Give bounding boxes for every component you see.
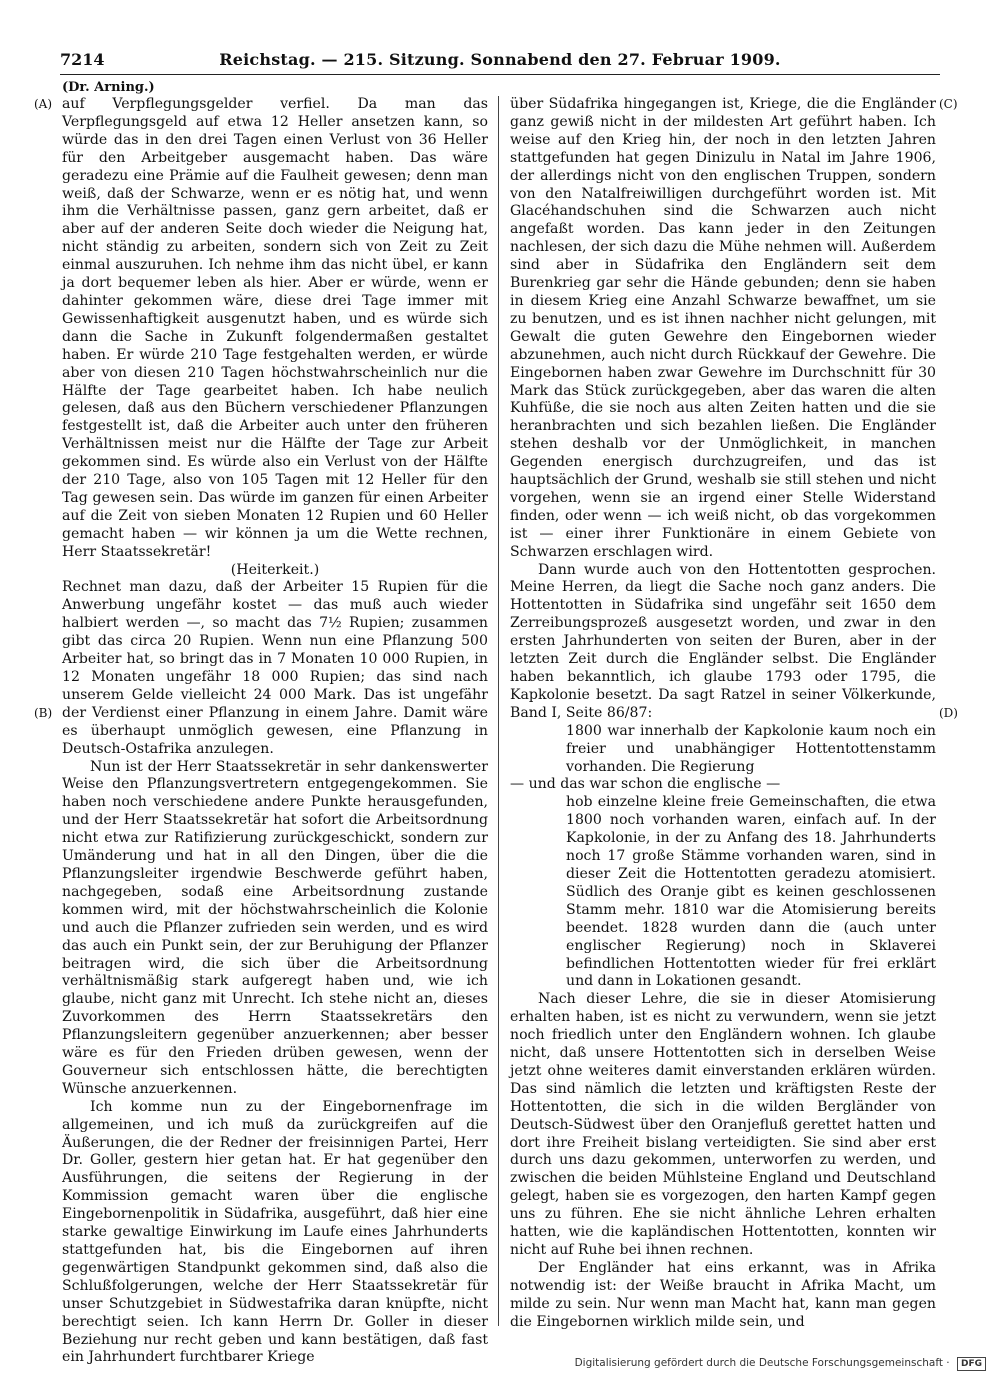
paragraph: Dann wurde auch von den Hottentotten gesprochen. Meine Herren, da liegt die Sache noch ganz anders. Die Hottentotten in Südafrika sind ungefähr seit 1650 dem Zerreibungsprozeß ausgesetzt worden, und zwar in den ersten Jahrhunderten von seiten der Buren, aber in der letzten Zeit durch die Engländer selbst. Die Engländer haben bekanntlich, ich glaube 1793 oder 1795, die Kapkolonie besetzt. Da sagt Ratzel in seiner Völkerkunde, Band I, Seite 86/87: — [510, 561, 936, 721]
interjection: (Heiterkeit.) — [230, 561, 320, 578]
paragraph: Rechnet man dazu, daß der Arbeiter 15 Rupien für die Anwerbung ungefähr kostet — das muß auch wieder halbiert werden —, so macht das 7½ Rupien; zusammen gibt das circa 20 Rupien. Wenn nun eine Pflanzung 500 Arbeiter hat, so bringt das in 7 Monaten 10 000 Rupien, in 12 Monaten ungefähr 18 000 Rupien; das sind nach unserem Gelde vielleicht 24 000 Mark. Das ist ungefähr der Verdienst einer Pflanzung in einem Jahre. Damit wäre es überhaupt unmöglich gewesen, eine Pflanzung in Deutsch-Ostafrika anzulegen. — [62, 579, 488, 757]
quotation: 1800 war innerhalb der Kapkolonie kaum noch ein freier und unabhängiger Hottentottenstamm vorhanden. Die Regierung — [566, 722, 936, 775]
running-title: Reichstag. — 215. Sitzung. Sonnabend den 27. Februar 1909. — [219, 50, 781, 69]
quotation-interjection: — und das war schon die englische — — [510, 776, 781, 793]
margin-label-a: (A) — [34, 97, 53, 111]
paragraph: Nun ist der Herr Staatssekretär in sehr dankenswerter Weise den Pflanzungsvertretern entgegengekommen. Sie haben noch verschiedene andere Punkte herausgefunden, und der Herr Staatssekretär hat sofort die Arbeitsordnung nicht etwa zur Ratifizierung zurückgeschickt, sondern zur Umänderung und hat in all den Dingen, über die die Pflanzungsleiter irgendwie Beschwerde geführt haben, nachgegeben, sodaß eine Arbeitsordnung zustande kommen wird, mit der höchstwahrscheinlich die Kolonie und auch die Pflanzer zufrieden sein werden, und es wird das auch ein Punkt sein, der zur Beruhigung der Pflanzer beitragen wird, die sich über die Arbeitsordnung verhältnismäßig stark aufgeregt haben und, wie ich glaube, nicht ganz mit Unrecht. Ich stehe nicht an, dieses Zuvorkommen des Herrn Staatssekretärs den Pflanzungsleitern gegenüber anzuerkennen; aber besser wäre es für den Frieden drüben gewesen, wenn der Gouverneur sich entschlossen hätte, die berechtigten Wünsche anzuerkennen. — [62, 758, 488, 1097]
speaker-label: (Dr. Arning.) — [62, 80, 155, 95]
credit-text: Digitalisierung gefördert durch die Deutsche Forschungsgemeinschaft · — [574, 1357, 950, 1369]
margin-label-b: (B) — [34, 706, 53, 720]
paragraph: über Südafrika hingegangen ist, Kriege, die die Engländer ganz gewiß nicht in der mildesten Art geführt haben. Ich weise auf den Krieg hin, der noch in den letzten Jahren stattgefunden hat gegen Dinizulu in Natal im Jahre 1906, der allerdings nicht von den englischen Truppen, sondern von den Natalfreiwilligen durchgeführt worden ist. Mit Glacéhandschuhen sind die Schwarzen auch nicht angefaßt worden. Das kann jeder in den Zeitungen nachlesen, der sich dazu die Mühe nehmen will. Außerdem sind aber in Südafrika den Engländern seit dem Burenkrieg gar sehr die Hände gebunden; denn sie haben in diesem Krieg eine Anzahl Schwarze bewaffnet, um sie zu benutzen, und es ist ihnen nachher nicht gelungen, mit Gewalt die guten Gewehre den Eingebornen wieder abzunehmen, auch nicht durch Rückkauf der Gewehre. Die Eingebornen haben zwar Gewehre im Durchschnitt für 30 Mark das Stück zurückgegeben, aber das waren die alten Kuhfüße, die sie noch aus alten Zeiten hatten und die sie heranbrachten und sich bezahlen ließen. Die Engländer stehen deshalb vor der Unmöglichkeit, in manchen Gegenden energisch durchzugreifen, und das ist hauptsächlich der Grund, weshalb sie still stehen und nicht vorgehen, wenn sie an irgend einer Stelle Widerstand finden, oder wenn — ich weiß nicht, ob das vorgekommen ist — einer ihrer Funktionäre in einem Gebiete von Schwarzen erschlagen wird. — [510, 96, 936, 560]
dfg-logo: DFG — [957, 1357, 986, 1371]
page-header — [60, 48, 940, 75]
paragraph: Der Engländer hat eins erkannt, was in Afrika notwendig ist: der Weiße braucht in Afrika Macht, um milde zu sein. Nur wenn man Macht hat, kann man gegen die Eingebornen wirklich milde sein, und — [510, 1259, 936, 1330]
paragraph: auf Verpflegungsgelder verfiel. Da man das Verpflegungsgeld auf etwa 12 Heller ansetzen kann, so würde das in den drei Tagen einen Verlust von 36 Heller für den Arbeitgeber ausgemacht haben. Das wäre geradezu eine Prämie auf die Faulheit gewesen; denn man weiß, daß der Schwarze, wenn er es nötig hat, und wenn ihm die Verhältnisse passen, ganz gern arbeitet, daß er aber auf der anderen Seite doch wieder die Neigung hat, nicht ständig zu arbeiten, sondern sich von Zeit zu Zeit einmal auszuruhen. Ich nehme ihm das nicht übel, er kann ja dort bequemer leben als hier. Aber er würde, wenn er dahinter gekommen wäre, diese drei Tage immer mit Gewissenhaftigkeit ausgenutzt haben, und es würde sich dann die Sache in Zukunft folgendermaßen gestaltet haben. Er würde 210 Tage festgehalten werden, er würde aber von diesen 210 Tagen höchstwahrscheinlich nur die Hälfte der Tage gearbeitet haben. Ich habe neulich gelesen, daß aus den Büchern verschiedener Pflanzungen festgestellt ist, daß die Arbeiter auch unter den früheren Verhältnissen meist nur die Hälfte der Tage zur Arbeit gekommen sind. Es würde also ein Verlust von der Hälfte der 210 Tage, also von 105 Tagen mit 12 Heller für den Tag gewesen sein. Das würde im ganzen für einen Arbeiter auf die Zeit von sieben Monaten 12 Rupien und 60 Heller gemacht haben — wir können ja um die Wette rechnen, Herr Staatssekretär! — [62, 96, 488, 560]
margin-label-d: (D) — [939, 706, 958, 720]
right-column — [510, 96, 936, 1332]
quotation: hob einzelne kleine freie Gemeinschaften, die etwa 1800 noch vorhanden waren, einfach auf. In der Kapkolonie, in der zu Anfang des 18. Jahrhunderts noch 17 große Stämme vorhanden waren, sind in dieser Zeit die Hottentotten geradezu atomisiert. Südlich des Oranje gibt es keinen geschlossenen Stamm mehr. 1810 war die Atomisierung bereits beendet. 1828 wurden dann die (auch unter englischer Regierung) noch in Sklaverei befindlichen Hottentotten wieder für frei erklärt und dann in Lokationen gesandt. — [566, 794, 936, 990]
margin-label-c: (C) — [939, 97, 958, 111]
digitization-credit — [575, 1357, 986, 1371]
left-column — [62, 96, 488, 1367]
paragraph: Ich komme nun zu der Eingebornenfrage im allgemeinen, und ich muß da zurückgreifen auf die Äußerungen, die der Redner der freisinnigen Partei, Herr Dr. Goller, gestern hier getan hat. Er hat gegenüber den Ausführungen, die seitens der Regierung in der Kommission gemacht waren über die englische Eingebornenpolitik in Südafrika, ausgeführt, daß hier eine starke gewaltige Einwirkung im Laufe eines Jahrhunderts stattgefunden hat, bis die Eingebornen auf ihren gegenwärtigen Standpunkt gekommen sind, daß also die Schlußfolgerungen, welche der Herr Staatssekretär für unser Schutzgebiet in Südwestafrika daran knüpfte, nicht berechtigt seien. Ich kann Herrn Dr. Goller in dieser Beziehung nur recht geben und kann bestätigen, daß fast ein Jahrhundert furchtbarer Kriege — [62, 1098, 488, 1366]
column-divider — [498, 96, 499, 1326]
page-number: 7214 — [60, 50, 105, 69]
paragraph: Nach dieser Lehre, die sie in dieser Atomisierung erhalten haben, ist es nicht zu verwundern, wenn sie jetzt noch friedlich unter den Engländern wohnen. Ich glaube nicht, daß unsere Hottentotten sich in derselben Weise jetzt ohne weiteres damit einverstanden erklären würden. Das sind nämlich die letzten und kräftigsten Reste der Hottentotten, die sich in die wilden Bergländer von Deutsch-Südwest über den Oranjefluß gerettet hatten und dort ihre Freiheit bislang verteidigten. Sie sind aber erst durch uns dazu gekommen, unterworfen zu werden, und zwischen die beiden Mühlsteine England und Deutschland gelegt, haben sie es vorgezogen, den harten Kampf gegen uns zu führen. Ehe sie nicht ähnliche Lehren erhalten hatten, wie die kapländischen Hottentotten, konnten wir nicht auf Ruhe bei ihnen rechnen. — [510, 991, 936, 1258]
